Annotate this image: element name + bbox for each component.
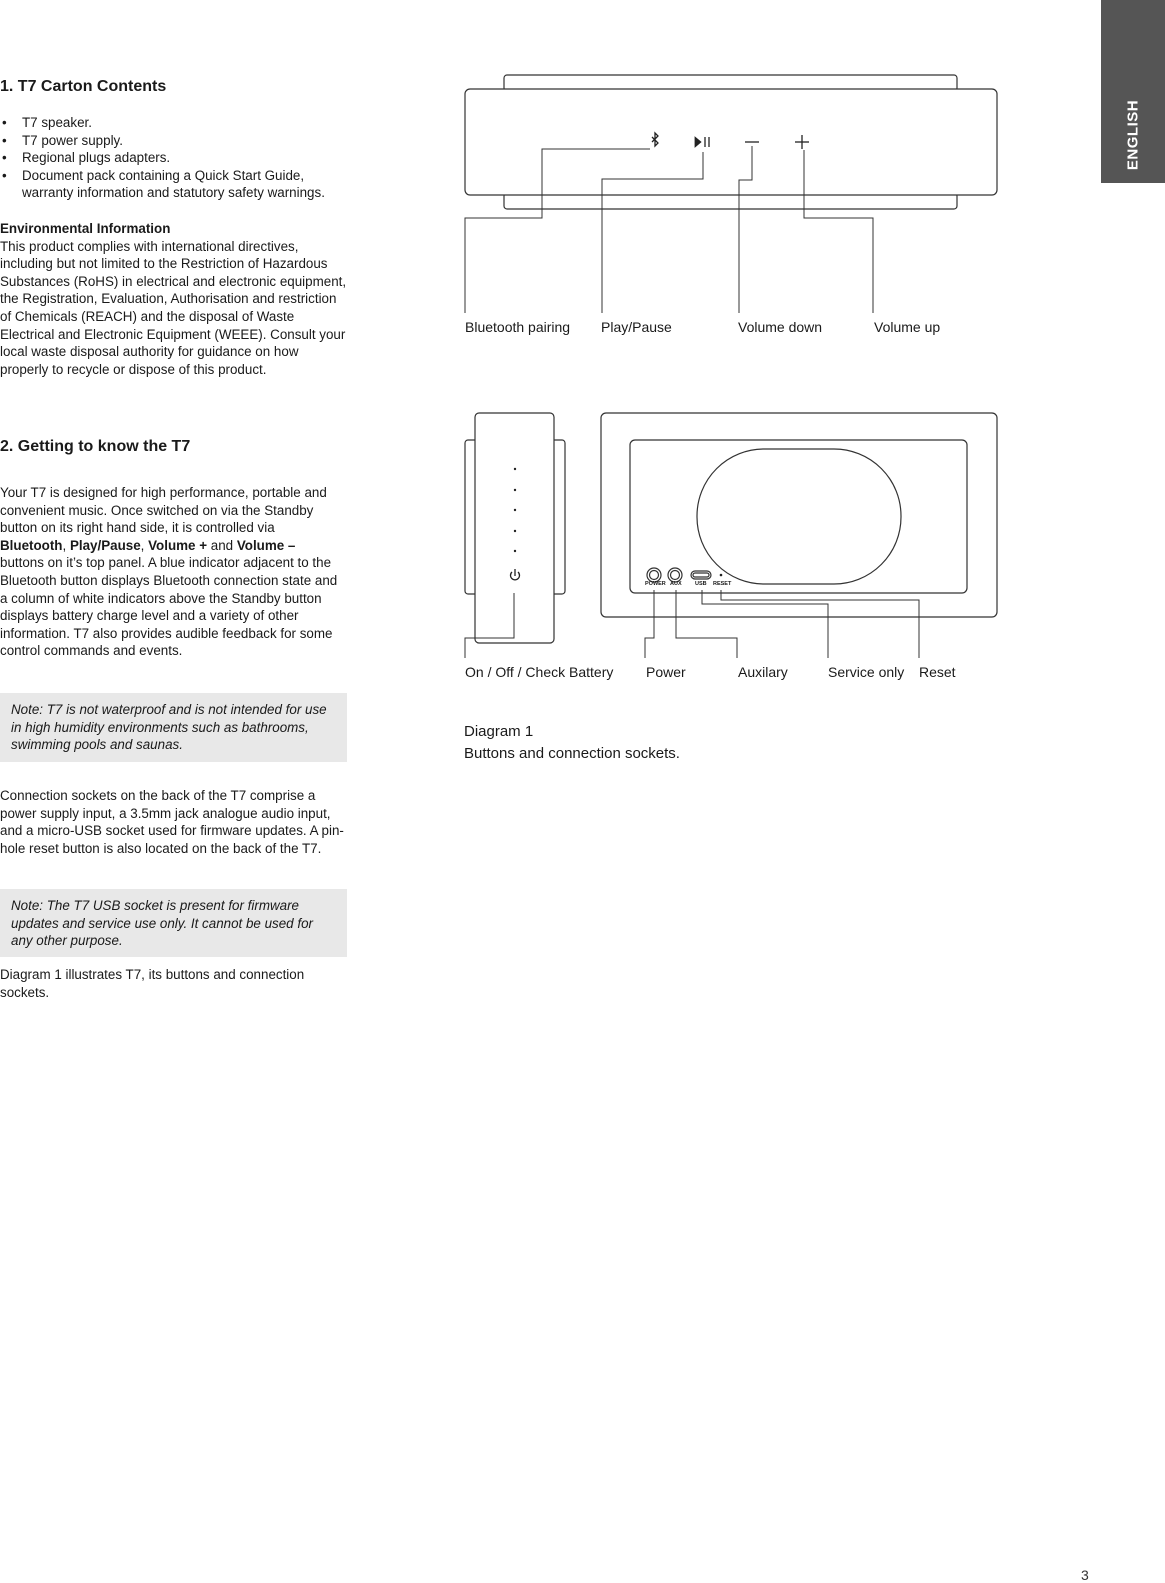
section1-heading: 1. T7 Carton Contents	[0, 78, 167, 95]
sockets-paragraph: Connection sockets on the back of the T7 comprise a power supply input, a 3.5mm jack analogue audio input, and a micro-USB socket used for firmware updates. A pin-hole reset button is also located on the back of the T7.	[0, 788, 344, 856]
intro-text-4: and	[207, 537, 237, 553]
intro-bold-volume-minus: Volume –	[236, 537, 296, 553]
speaker-side-view	[465, 413, 565, 658]
environmental-info-text: This product complies with international directives, including but not limited to the Restriction of Hazardous Substances (RoHS) in electrical and electronic equipment, the Registration, Evaluation, Authorisation and restriction of Chemicals (REACH) and the disposal of Waste Electrical and Electronic Equipment (WEEE). Consult your local waste disposal authority for guidance on how properly to recycle or dispose of this product.	[0, 238, 347, 377]
label-auxilary: Auxilary	[738, 664, 788, 680]
label-service-only: Service only	[828, 664, 905, 680]
socket-label-usb: USB	[695, 581, 707, 587]
environmental-info-title: Environmental Information	[0, 221, 171, 236]
label-power: Power	[646, 664, 686, 680]
intro-bold-bluetooth: Bluetooth	[0, 537, 63, 553]
label-play-pause: Play/Pause	[601, 319, 672, 335]
label-on-off-check-battery: On / Off / Check Battery	[465, 664, 614, 680]
label-volume-down: Volume down	[738, 319, 823, 335]
speaker-back-view	[601, 413, 997, 658]
list-item: • Document pack containing a Quick Start Guide, warranty information and statutory safety warnings.	[0, 167, 348, 202]
label-volume-up: Volume up	[874, 319, 941, 335]
intro-bold-playpause: Play/Pause	[69, 537, 141, 553]
socket-label-aux: AUX	[670, 581, 682, 587]
list-item: • T7 speaker.	[0, 114, 348, 132]
list-item: • T7 power supply.	[0, 132, 348, 150]
socket-label-power: POWER	[645, 581, 666, 587]
intro-text-3: ,	[140, 537, 149, 553]
note-usb: Note: The T7 USB socket is present for firmware updates and service use only. It cannot be used for any other purpose.	[0, 889, 347, 957]
language-tab-label: ENGLISH	[1124, 99, 1142, 171]
diagram-caption-title: Diagram 1	[464, 723, 534, 740]
intro-text-5: buttons on it’s top panel. A blue indicator adjacent to the Bluetooth button displays Bluetooth connection state and a column of white indicators above the Standby button displays battery charge level and a variety of other information. T7 also provides audible feedback for some control commands and events.	[0, 555, 338, 659]
label-reset: Reset	[919, 664, 956, 680]
diagram-caption-text: Buttons and connection sockets.	[464, 745, 680, 762]
intro-text-1: Your T7 is designed for high performance, portable and convenient music. Once switched on via the Standby button on its right hand side, it is controlled via	[0, 485, 327, 536]
reset-pinhole	[720, 574, 723, 577]
speaker-top-view	[465, 75, 997, 313]
intro-text-2: ,	[62, 537, 70, 553]
label-bluetooth-pairing: Bluetooth pairing	[465, 319, 571, 335]
closing-paragraph: Diagram 1 illustrates T7, its buttons and connection sockets.	[0, 967, 305, 1000]
list-item: • Regional plugs adapters.	[0, 149, 348, 167]
note-waterproof: Note: T7 is not waterproof and is not intended for use in high humidity environments such as bathrooms, swimming pools and saunas.	[0, 693, 347, 762]
socket-label-reset: RESET	[713, 581, 732, 587]
usb-socket	[691, 571, 711, 579]
section2-heading: 2. Getting to know the T7	[0, 438, 191, 455]
page-number: 3	[1081, 1567, 1089, 1583]
intro-bold-volume-plus: Volume +	[148, 537, 208, 553]
